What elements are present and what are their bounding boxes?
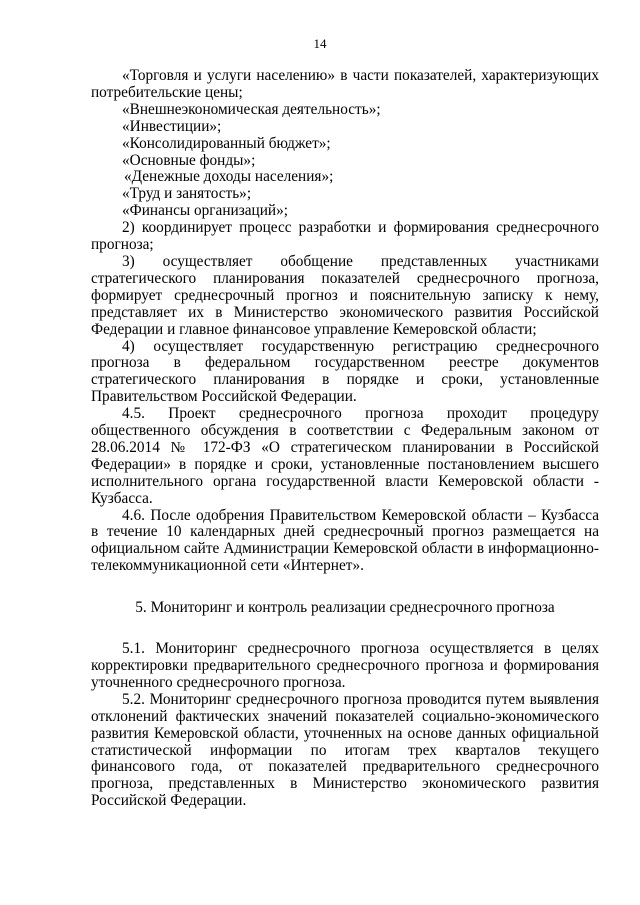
- paragraph-trade: «Торговля и услуги населению» в части показателей, характеризующих потребительские цены;: [91, 67, 599, 101]
- list-item-finance: «Финансы организаций»;: [122, 202, 288, 220]
- list-item-labor: «Труд и занятость»;: [122, 185, 252, 203]
- page-number: 14: [313, 36, 327, 51]
- paragraph-registration: 4) осуществляет государственную регистрацию среднесрочного прогноза в федеральном государственном реестре документов стратегического планирования в порядке и сроки, установленные Правительством Российской Федерации.: [91, 337, 599, 406]
- paragraph-generalizes: 3) осуществляет обобщение представленных участниками стратегического планирования показателей среднесрочного прогноза, формирует среднесрочный прогноз и пояснительную записку к нему, представляет их в Министерство экономического развития Российской Федерации и главное финансовое управление Кемеровской области;: [91, 252, 599, 338]
- list-item-investments: «Инвестиции»;: [122, 117, 222, 135]
- paragraph-4-5: 4.5. Проект среднесрочного прогноза проходит процедуру общественного обсуждения в соответствии с Федеральным законом от 28.06.2014 № 172-ФЗ «О стратегическом планировании в Российской Федерации» в порядке и сроки, установленные постановлением высшего исполнительного органа государственной власти Кемеровской области - Кузбасса.: [91, 405, 599, 507]
- list-item-foreign-trade: «Внешнеэкономическая деятельность»;: [122, 100, 381, 118]
- paragraph-5-2: 5.2. Мониторинг среднесрочного прогноза проводится путем выявления отклонений фактических значений показателей социально-экономического развития Кемеровской области, уточненных на основе данных официальной статистической информации по итогам трех кварталов текущего финансового года, от показателей предварительного среднесрочного прогноза, представленных в Министерство экономического развития Российской Федерации.: [91, 690, 599, 810]
- list-item-fixed-assets: «Основные фонды»;: [122, 151, 256, 169]
- paragraph-5-1: 5.1. Мониторинг среднесрочного прогноза осуществляется в целях корректировки предварительного среднесрочного прогноза и формирования уточненного среднесрочного прогноза.: [91, 640, 599, 691]
- document-body: [91, 68, 599, 810]
- section-heading: 5. Мониторинг и контроль реализации среднесрочного прогноза: [135, 599, 555, 617]
- list-item-budget: «Консолидированный бюджет»;: [122, 134, 331, 152]
- list-item-income: «Денежные доходы населения»;: [124, 168, 334, 186]
- paragraph-4-6: 4.6. После одобрения Правительством Кемеровской области – Кузбасса в течение 10 календарных дней среднесрочный прогноз размещается на официальном сайте Администрации Кемеровской области в информационно-телекоммуникационной сети «Интернет».: [91, 506, 599, 575]
- paragraph-coordinates: 2) координирует процесс разработки и формирования среднесрочного прогноза;: [91, 219, 599, 254]
